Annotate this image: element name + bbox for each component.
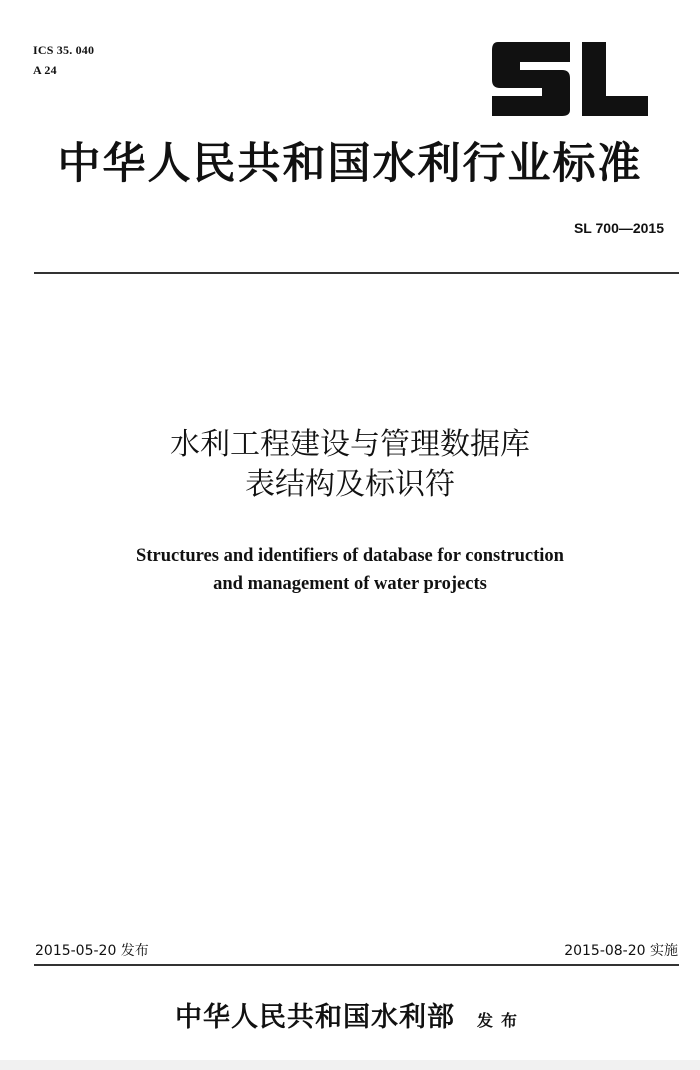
standard-number: SL 700—2015 [573,220,664,236]
bottom-divider [34,964,679,966]
chinese-title-line2: 表结构及标识符 [245,467,455,502]
top-divider [34,272,679,274]
classification-block [33,40,94,80]
sl-logo [492,40,652,118]
english-title [0,542,700,598]
org-title: 中华人民共和国水利行业标准 [57,139,643,189]
category-code: A 24 [33,63,57,77]
issuer-action: 发布 [476,1011,525,1030]
chinese-title [0,425,700,505]
page-bottom-edge [0,1060,700,1070]
sl-logo-s [492,42,570,116]
issuer-name: 中华人民共和国水利部 [174,1002,455,1033]
implementation-date: 2015-08-20 实施 [564,943,678,959]
chinese-title-line1: 水利工程建设与管理数据库 [170,427,530,462]
english-title-line1: Structures and identifiers of database for construction [136,546,564,566]
ics-code: ICS 35. 040 [33,43,95,57]
sl-logo-l [582,42,648,116]
english-title-line2: and management of water projects [213,574,487,594]
issuer [0,995,700,1034]
issue-date: 2015-05-20 发布 [35,943,149,959]
